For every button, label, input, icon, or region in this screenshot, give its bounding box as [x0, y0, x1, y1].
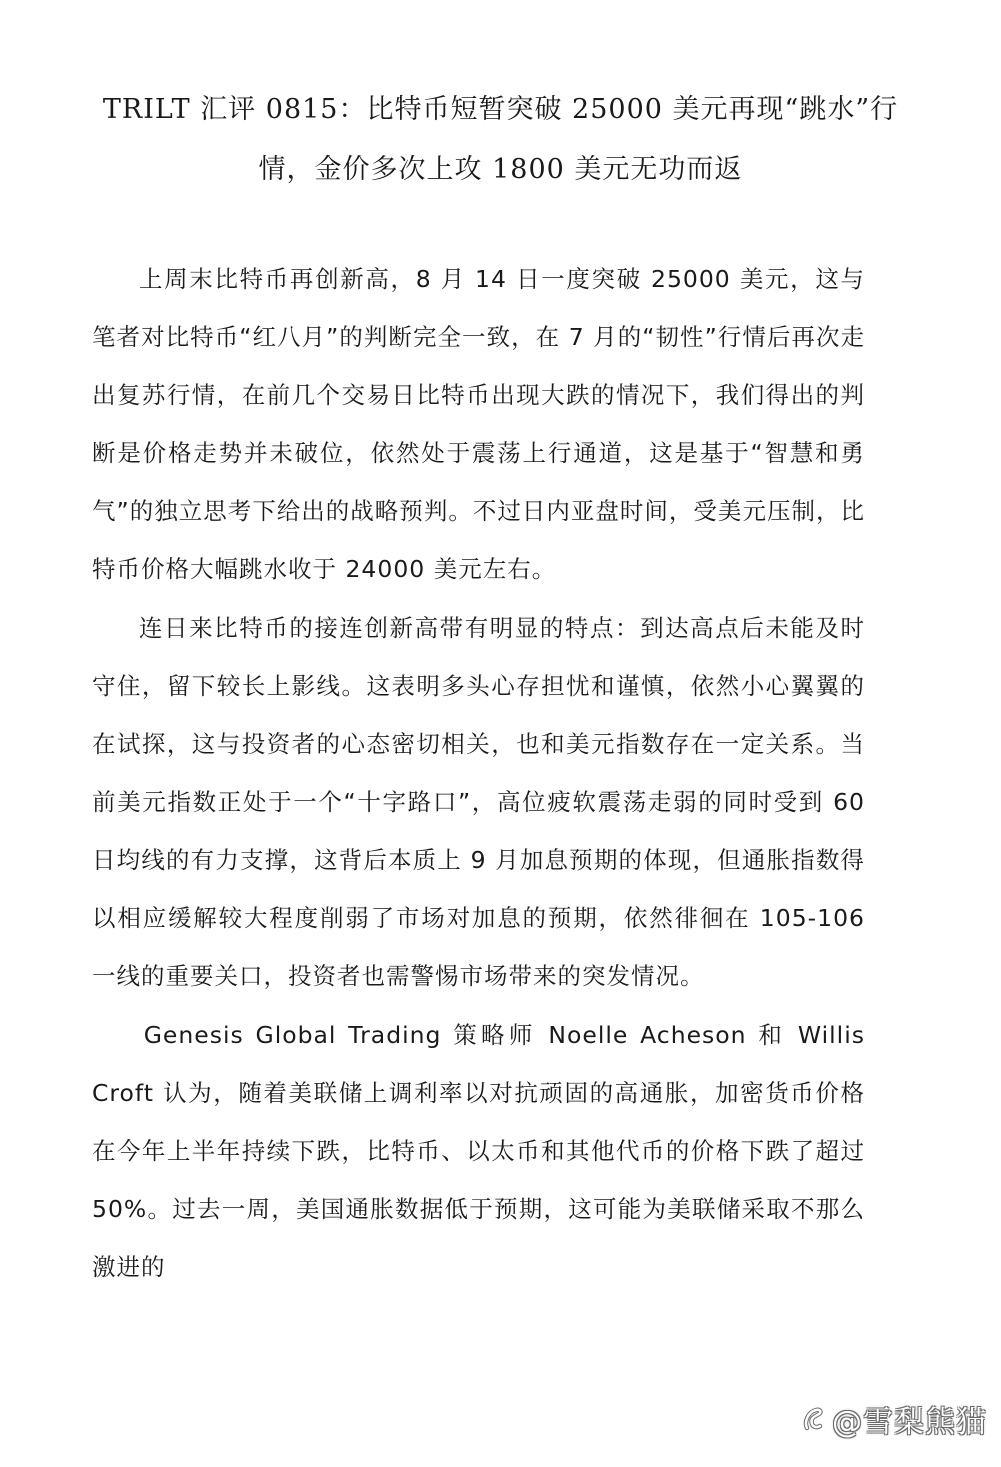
article-body — [92, 250, 865, 1297]
watermark — [798, 1397, 987, 1441]
article-title-line-1: TRILT 汇评 0815：比特币短暂突破 25000 美元再现“跳水”行 — [102, 94, 899, 125]
article-title-line-2: 情，金价多次上攻 1800 美元无功而返 — [258, 154, 743, 185]
paragraph-3: Genesis Global Trading 策略师 Noelle Acheson 和 Willis Croft 认为，随着美联储上调利率以对抗顽固的高通胀，加密货币价格在今年上半年持续下跌，比特币、以太币和其他代币的价格下跌了超过 50%。过去一周，美国通胀数据低于预期，这可能为美联储采取不那么激进的 — [92, 1021, 865, 1281]
watermark-text: @雪梨熊猫 — [832, 1405, 987, 1440]
article-title — [80, 80, 921, 200]
paragraph-2: 连日来比特币的接连创新高带有明显的特点：到达高点后未能及时守住，留下较长上影线。这表明多头心存担忧和谨慎，依然小心翼翼的在试探，这与投资者的心态密切相关，也和美元指数存在一定关系。当前美元指数正处于一个“十字路口”，高位疲软震荡走弱的同时受到 60 日均线的有力支撑，这背后本质上 9 月加息预期的体现，但通胀指数得以相应缓解较大程度削弱了市场对加息的预期，依然徘徊在 105-106 一线的重要关口，投资者也需警惕市场带来的突发情况。 — [92, 614, 865, 990]
snowball-logo-icon — [798, 1404, 828, 1434]
paragraph-1: 上周末比特币再创新高，8 月 14 日一度突破 25000 美元，这与笔者对比特币“红八月”的判断完全一致，在 7 月的“韧性”行情后再次走出复苏行情，在前几个交易日比特币出现大跌的情况下，我们得出的判断是价格走势并未破位，依然处于震荡上行通道，这是基于“智慧和勇气”的独立思考下给出的战略预判。不过日内亚盘时间，受美元压制，比特币价格大幅跳水收于 24000 美元左右。 — [92, 265, 865, 583]
